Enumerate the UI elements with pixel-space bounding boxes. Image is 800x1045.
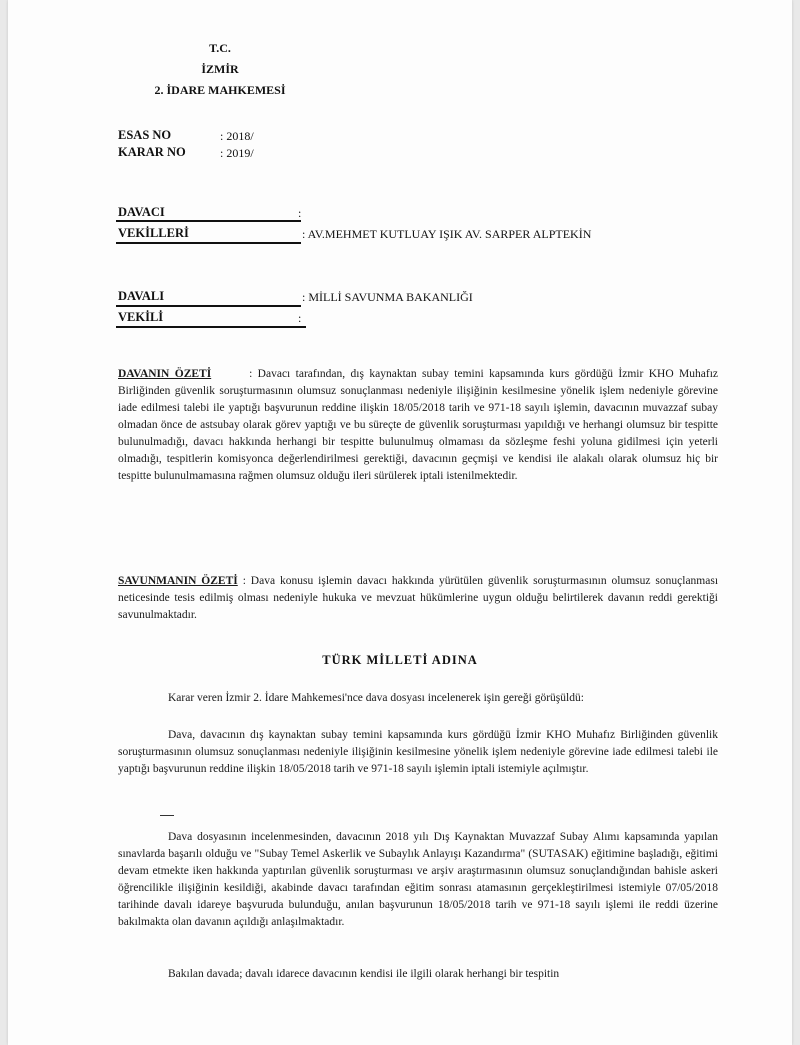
vekilleri-rule: [116, 242, 301, 244]
vekilleri-value: : AV.MEHMET KUTLUAY IŞIK AV. SARPER ALPTEKİN: [302, 227, 592, 241]
davaci-rule: [116, 220, 301, 222]
judgment-title: TÜRK MİLLETİ ADINA: [322, 653, 478, 667]
defense-summary-paragraph: [118, 573, 718, 624]
defense-summary-heading: SAVUNMANIN ÖZETİ: [118, 575, 238, 587]
body-paragraph-1: Karar veren İzmir 2. İdare Mahkemesi'nce dava dosyası incelenerek işin gereği görüşüldü:: [168, 692, 584, 704]
esas-value: : 2018/: [220, 129, 254, 143]
davali-label: DAVALI: [118, 289, 165, 303]
davaci-label: DAVACI: [118, 205, 165, 219]
davali-rule: [116, 305, 301, 307]
defense-summary-text: : Dava konusu işlemin davacı hakkında yürütülen güvenlik soruşturmasının olumsuz sonuçlanması neticesinde tesis edilmiş olması nedeniyle hukuka ve mevzuat hükümlerine uygun olduğu belirtilerek davanın reddi gerektiği savunulmaktadır.: [118, 575, 719, 621]
case-summary-heading: DAVANIN ÖZETİ: [118, 368, 212, 380]
davaci-value: :: [298, 206, 302, 220]
body-paragraph-4: Bakılan davada; davalı idarece davacının kendisi ile ilgili olarak herhangi bir tespitin: [168, 968, 560, 980]
davali-value: : MİLLİ SAVUNMA BAKANLIĞI: [302, 290, 473, 304]
vekili-value: :: [298, 311, 302, 325]
vekili-rule: [116, 326, 306, 328]
body-paragraph-2: Dava, davacının dış kaynaktan subay temini kapsamında kurs gördüğü İzmir KHO Muhafız Birliğinden güvenlik soruşturmasının olumsuz sonuçlanması nedeniyle ilişiğinin kesilmesine yönelik işlem nedeniyle görevine iade edilmesi talebi ile yaptığı başvurunun reddine ilişkin 18/05/2018 tarih ve 971-18 sayılı işlemin iptali istemiyle açılmıştır.: [118, 729, 718, 775]
court-tc: T.C.: [209, 41, 231, 55]
case-summary-text: : Davacı tarafından, dış kaynaktan subay temini kapsamında kurs gördüğü İzmir KHO Muhafız Birliğinden güvenlik soruşturmasının olumsuz sonuçlanması nedeniyle ilişiğinin kesilmesine yönelik işlem nedeniyle görevine iade edilmesi talebi ile yaptığı başvurunun reddine ilişkin 18/05/2018 tarih ve 971-18 sayılı işlemin, davacının muvazzaf subay olmadan önce de astsubay olarak görev yaptığı ve bu süreçte de güvenlik soruşturması yapıldığı ve herhangi olumsuz bir tespitte bulunulmadığı, davacı hakkında herhangi bir tespitte bulunulmuş olmaması da sözleşme feshi yoluna gidilmesi için yeterli olmadığı, tespitlerin komisyonca değerlendirilmesi gerektiği, davacının geçmişi ve kendisi ile alakalı olarak olumsuz hiç bir tespitte bulunulmamasına rağmen olumsuz olduğu ileri sürülerek iptali istenilmektedir.: [118, 368, 718, 482]
body-paragraph-3: Dava dosyasının incelenmesinden, davacının 2018 yılı Dış Kaynaktan Muvazzaf Subay Alımı kapsamında yapılan sınavlarda başarılı olduğu ve "Subay Temel Askerlik ve Subaylık Anlayışı Kazandırma" (SUTASAK) eğitimine başladığı, eğitimi devam etmekte iken hakkında yaptırılan güvenlik soruşturması ve arşiv araştırmasının olumsuz sonuçlandığından bahisle askeri öğrencilikle ilişiğinin kesildiği, akabinde davacı tarafından eğitim sonrası atamasının gerçekleştirilmesi istemiyle 07/05/2018 tarihinde davalı idareye başvuruda bulunduğu, anılan başvurunun 18/05/2018 tarih ve 971-18 sayılı işlemi ile reddi üzerine bakılmakta olan davanın açıldığı anlaşılmaktadır.: [118, 831, 718, 928]
court-city: İZMİR: [201, 62, 239, 76]
separator-dash: [160, 815, 174, 816]
vekilleri-label: VEKİLLERİ: [118, 226, 189, 240]
karar-label: KARAR NO: [118, 145, 186, 159]
esas-label: ESAS NO: [118, 128, 172, 142]
document-page: [8, 0, 792, 1045]
court-name: 2. İDARE MAHKEMESİ: [154, 83, 286, 97]
vekili-label: VEKİLİ: [118, 310, 164, 324]
karar-value: : 2019/: [220, 146, 254, 160]
case-summary-paragraph: [118, 366, 718, 485]
